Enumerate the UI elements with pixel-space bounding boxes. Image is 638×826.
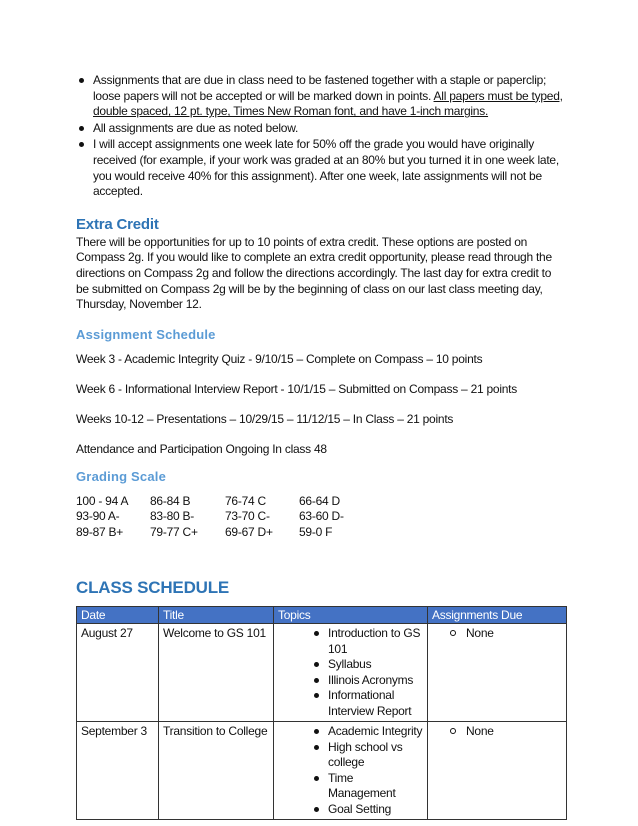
column-header-title: Title bbox=[159, 607, 274, 624]
circle-bullet-icon bbox=[450, 630, 456, 636]
policy-text: All assignments are due as noted below. bbox=[93, 120, 299, 135]
topic-item bbox=[315, 771, 423, 802]
schedule-assignments bbox=[428, 624, 567, 722]
topic-list bbox=[278, 724, 423, 817]
topic-text: Academic Integrity bbox=[328, 724, 423, 739]
schedule-topics bbox=[274, 624, 428, 722]
topic-text: Informational Interview Report bbox=[328, 688, 412, 718]
grade-cell: 66-64 D bbox=[299, 493, 340, 508]
grading-scale-table bbox=[76, 494, 369, 541]
grade-cell: 100 - 94 A bbox=[76, 493, 129, 508]
grade-cell: 93-90 A- bbox=[76, 509, 120, 524]
topic-text: Syllabus bbox=[328, 657, 372, 672]
assignment-due-item bbox=[450, 724, 562, 740]
topic-text: Goal Setting bbox=[328, 801, 392, 816]
policy-item bbox=[76, 137, 566, 199]
bullet-icon bbox=[79, 126, 84, 131]
topic-item bbox=[315, 740, 423, 771]
bullet-icon bbox=[79, 78, 84, 83]
grade-row bbox=[76, 509, 369, 525]
bullet-icon bbox=[314, 693, 319, 698]
bullet-icon bbox=[314, 631, 319, 636]
schedule-row bbox=[77, 722, 567, 820]
topic-item bbox=[315, 688, 423, 719]
extra-credit-heading: Extra Credit bbox=[76, 215, 159, 233]
schedule-title: Transition to College bbox=[159, 722, 274, 820]
extra-credit-body: There will be opportunities for up to 10 points of extra credit. These options are posted on Compass 2g. If you would like to complete an extra credit opportunity, please read through the directions on Compass 2g and follow the directions accordingly. The last day for extra credit to be submitted on Compass 2g will be by the beginning of class on our last class meeting day, Thursday, November 12. bbox=[76, 234, 552, 312]
topic-list bbox=[278, 626, 423, 719]
topic-item bbox=[315, 724, 423, 740]
topic-item bbox=[315, 626, 423, 657]
grade-cell: 89-87 B+ bbox=[76, 524, 124, 539]
class-schedule-table bbox=[76, 606, 567, 820]
grade-cell: 79-77 C+ bbox=[150, 524, 198, 539]
schedule-topics bbox=[274, 722, 428, 820]
bullet-icon bbox=[314, 745, 319, 750]
grade-cell: 86-84 B bbox=[150, 493, 191, 508]
circle-bullet-icon bbox=[450, 728, 456, 734]
assignment-item: Week 6 - Informational Interview Report - 10/1/15 – Submitted on Compass – 21 points bbox=[76, 381, 518, 396]
bullet-icon bbox=[314, 678, 319, 683]
policy-text: I will accept assignments one week late for 50% off the grade you would have originally received (for example, if your work was graded at an 80% but you turned it in one week late, you would receive 40% for this assignment). After one week, late assignments will not be accepted. bbox=[93, 137, 559, 199]
schedule-header-row bbox=[77, 607, 567, 624]
column-header-topics: Topics bbox=[274, 607, 428, 624]
bullet-icon bbox=[79, 142, 84, 147]
grade-cell: 73-70 C- bbox=[225, 509, 270, 524]
topic-item bbox=[315, 657, 423, 673]
topic-text: Introduction to GS 101 bbox=[328, 626, 421, 656]
assignment-item: Weeks 10-12 – Presentations – 10/29/15 – 11/12/15 – In Class – 21 points bbox=[76, 411, 454, 426]
topic-item bbox=[315, 802, 423, 818]
topic-text: Time Management bbox=[328, 770, 396, 801]
grade-cell: 63-60 D- bbox=[299, 509, 344, 524]
schedule-assignments bbox=[428, 722, 567, 820]
topic-text: High school vs college bbox=[328, 739, 403, 770]
assignment-due-list bbox=[432, 626, 562, 642]
bullet-icon bbox=[314, 729, 319, 734]
grade-row bbox=[76, 494, 369, 510]
assignment-due-text: None bbox=[466, 724, 494, 739]
grade-cell: 76-74 C bbox=[225, 493, 266, 508]
column-header-assignments: Assignments Due bbox=[428, 607, 567, 624]
assignment-schedule-heading: Assignment Schedule bbox=[76, 326, 216, 342]
column-header-date: Date bbox=[77, 607, 159, 624]
class-schedule-heading: CLASS SCHEDULE bbox=[76, 578, 230, 598]
policy-list bbox=[76, 73, 566, 200]
grade-cell: 69-67 D+ bbox=[225, 524, 273, 539]
assignment-item: Attendance and Participation Ongoing In class 48 bbox=[76, 441, 327, 456]
policy-item bbox=[76, 121, 566, 137]
schedule-row bbox=[77, 624, 567, 722]
grade-row bbox=[76, 525, 369, 541]
assignment-item: Week 3 - Academic Integrity Quiz - 9/10/15 – Complete on Compass – 10 points bbox=[76, 351, 483, 366]
topic-text: Illinois Acronyms bbox=[328, 672, 414, 687]
schedule-title: Welcome to GS 101 bbox=[159, 624, 274, 722]
grade-cell: 83-80 B- bbox=[150, 509, 195, 524]
bullet-icon bbox=[314, 776, 319, 781]
assignment-due-text: None bbox=[466, 626, 494, 641]
assignment-due-list bbox=[432, 724, 562, 740]
grading-scale-heading: Grading Scale bbox=[76, 468, 167, 484]
bullet-icon bbox=[314, 807, 319, 812]
policy-underlined-text: All papers must be typed, double spaced, 12 pt. type, Times New Roman font, and have 1-inch margins. bbox=[93, 88, 563, 119]
assignment-due-item bbox=[450, 626, 562, 642]
grade-cell: 59-0 F bbox=[299, 524, 333, 539]
policy-item bbox=[76, 73, 566, 120]
policy-text: Assignments that are due in class need to be fastened together with a staple or paperclip; loose papers will not be accepted or will be marked down in points. bbox=[93, 73, 547, 103]
page-content bbox=[76, 73, 566, 820]
schedule-date: August 27 bbox=[77, 624, 159, 722]
topic-item bbox=[315, 673, 423, 689]
bullet-icon bbox=[314, 662, 319, 667]
schedule-date: September 3 bbox=[77, 722, 159, 820]
